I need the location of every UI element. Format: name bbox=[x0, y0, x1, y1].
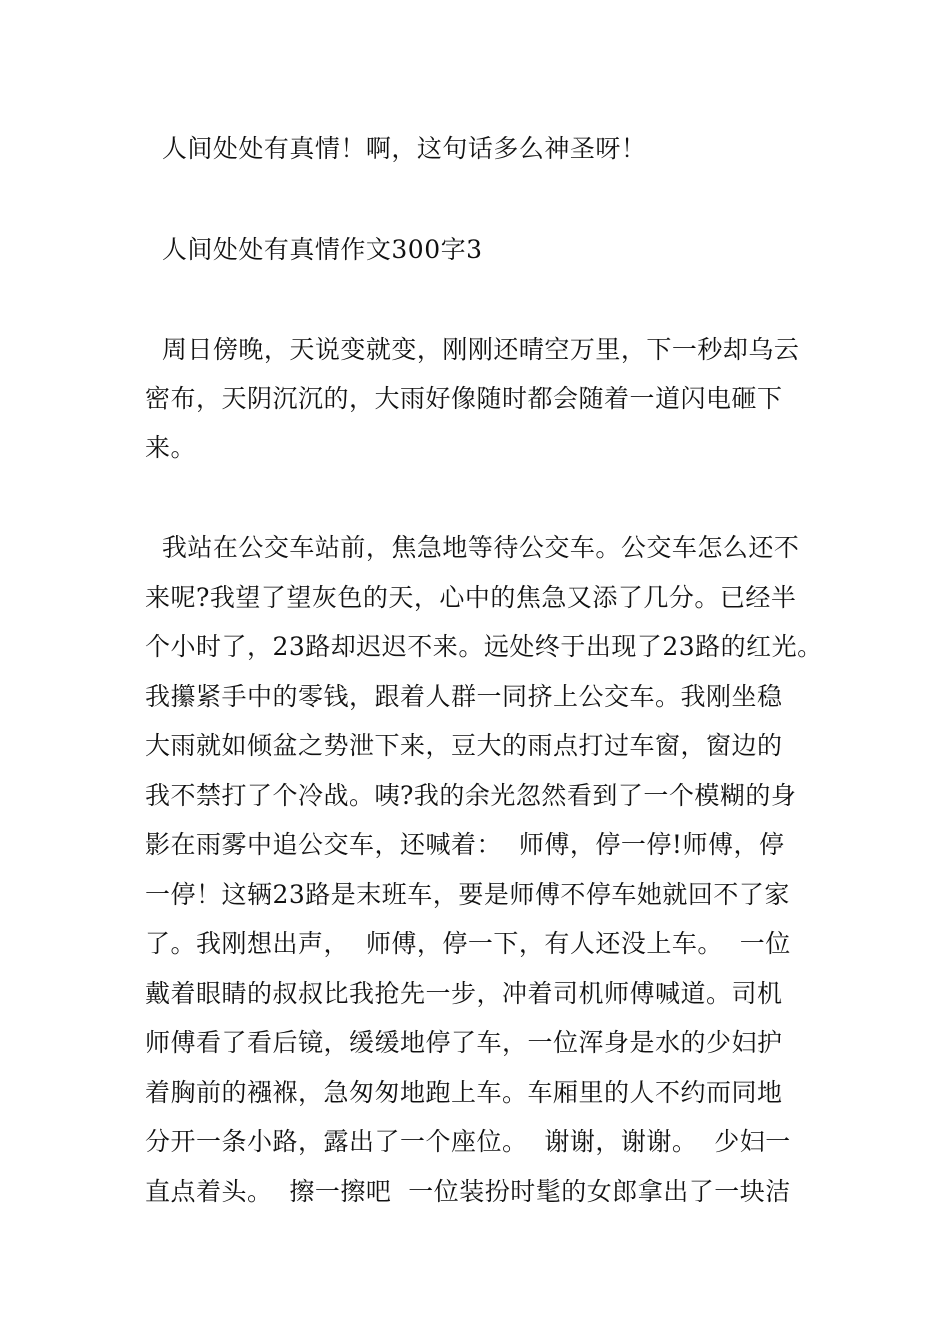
paragraph-line: 我攥紧手中的零钱，跟着人群一同挤上公交车。我刚坐稳 bbox=[145, 682, 783, 711]
paragraph-line: 我不禁打了个冷战。咦?我的余光忽然看到了一个模糊的身 bbox=[145, 781, 797, 810]
paragraph-line: 来呢?我望了望灰色的天，心中的焦急又添了几分。已经半 bbox=[145, 583, 797, 612]
paragraph-line: 分开一条小路，露出了一个座位。 谢谢，谢谢。 少妇一 bbox=[145, 1127, 791, 1156]
paragraph-line: 师傅看了看后镜，缓缓地停了车，一位浑身是水的少妇护 bbox=[145, 1028, 783, 1057]
paragraph-line: 影在雨雾中追公交车，还喊着： 师傅，停一停!师傅，停 bbox=[145, 830, 785, 859]
paragraph-line: 了。我刚想出声， 师傅，停一下，有人还没上车。 一位 bbox=[145, 929, 791, 958]
paragraph-line: 戴着眼睛的叔叔比我抢先一步，冲着司机师傅喊道。司机 bbox=[145, 979, 783, 1008]
paragraph-line: 密布，天阴沉沉的，大雨好像随时都会随着一道闪电砸下 bbox=[145, 384, 783, 413]
paragraph-line: 人间处处有真情！啊，这句话多么神圣呀！ bbox=[145, 134, 647, 163]
paragraph-line: 一停！这辆23路是末班车，要是师傅不停车她就回不了家 bbox=[145, 880, 790, 909]
paragraph-line: 着胸前的襁褓，急匆匆地跑上车。车厢里的人不约而同地 bbox=[145, 1078, 783, 1107]
paragraph-line: 大雨就如倾盆之势泄下来，豆大的雨点打过车窗，窗边的 bbox=[145, 731, 783, 760]
paragraph-line: 周日傍晚，天说变就变，刚刚还晴空万里，下一秒却乌云 bbox=[145, 335, 800, 364]
paragraph-line: 直点着头。 擦一擦吧 一位装扮时髦的女郎拿出了一块洁 bbox=[145, 1177, 791, 1206]
paragraph-line: 我站在公交车站前，焦急地等待公交车。公交车怎么还不 bbox=[145, 533, 800, 562]
paragraph-line: 个小时了，23路却迟迟不来。远处终于出现了23路的红光。 bbox=[145, 632, 823, 661]
paragraph-line: 来。 bbox=[145, 433, 197, 462]
section-title: 人间处处有真情作文300字3 bbox=[145, 235, 483, 264]
